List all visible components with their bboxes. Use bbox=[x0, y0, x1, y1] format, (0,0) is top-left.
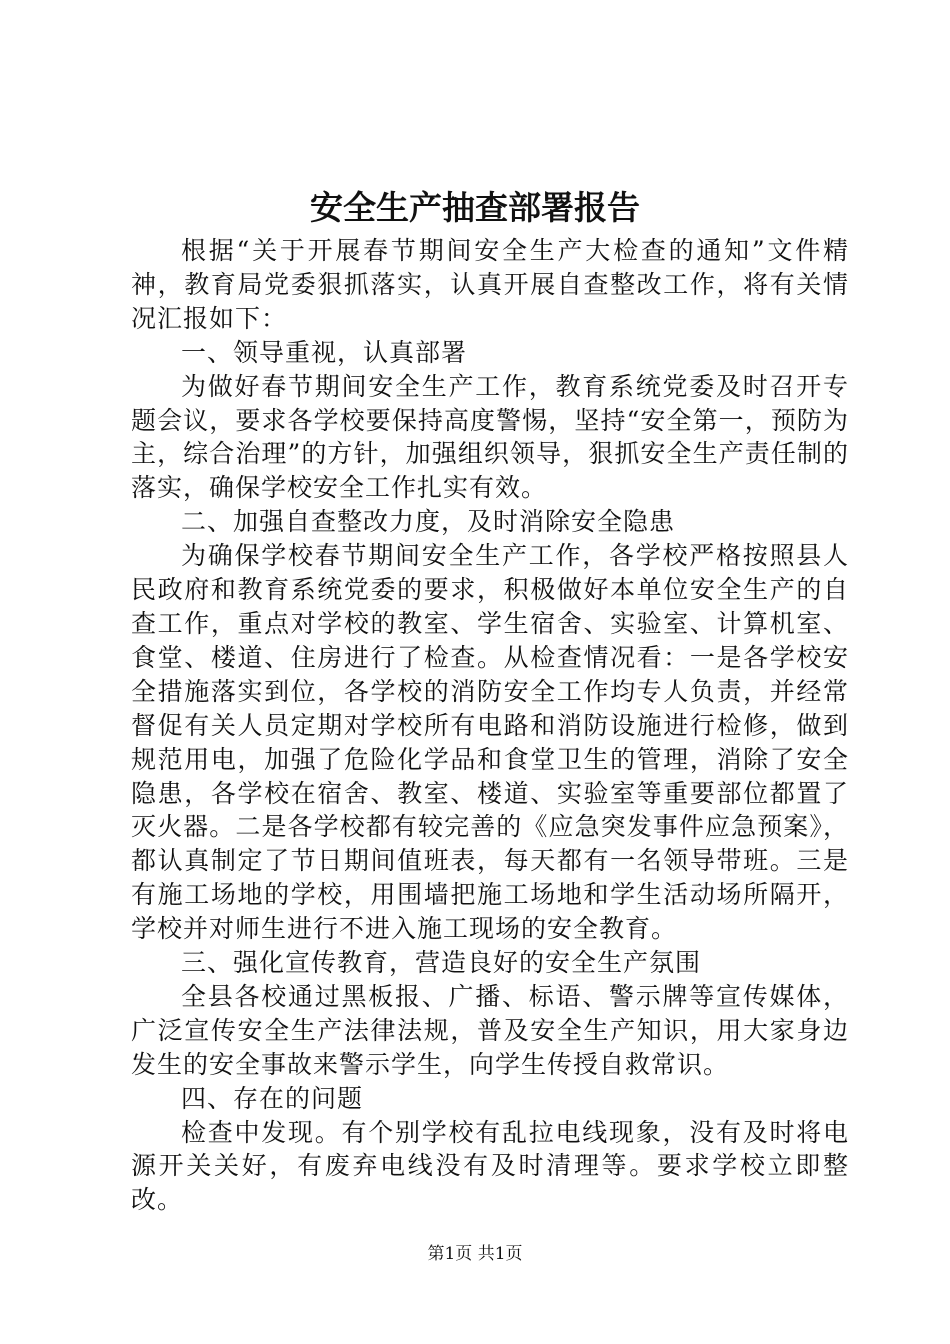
section-paragraph-2: 为确保学校春节期间安全生产工作，各学校严格按照县人民政府和教育系统党委的要求，积极做好本单位安全生产的自查工作，重点对学校的教室、学生宿舍、实验室、计算机室、食堂、楼道、住房进行了检查。从检查情况看：一是各学校安全措施落实到位，各学校的消防安全工作均专人负责，并经常督促有关人员定期对学校所有电路和消防设施进行检修，做到规范用电，加强了危险化学品和食堂卫生的管理，消除了安全隐患，各学校在宿舍、教室、楼道、实验室等重要部位都置了灭火器。二是各学校都有较完善的《应急突发事件应急预案》，都认真制定了节日期间值班表，每天都有一名领导带班。三是有施工场地的学校，用围墙把施工场地和学生活动场所隔开，学校并对师生进行不进入施工现场的安全教育。 bbox=[131, 541, 849, 944]
document-title: 安全生产抽查部署报告 bbox=[310, 188, 640, 227]
section-paragraph-1: 为做好春节期间安全生产工作，教育系统党委及时召开专题会议，要求各学校要保持高度警惕，坚持“安全第一，预防为主，综合治理”的方针，加强组织领导，狠抓安全生产责任制的落实，确保学校安全工作扎实有效。 bbox=[131, 371, 849, 503]
document-body bbox=[131, 234, 849, 1217]
section-heading-1: 一、领导重视，认真部署 bbox=[181, 337, 468, 367]
section-paragraph-3: 全县各校通过黑板报、广播、标语、警示牌等宣传媒体，广泛宣传安全生产法律法规，普及安全生产知识，用大家身边发生的安全事故来警示学生，向学生传授自救常识。 bbox=[131, 981, 849, 1079]
section-paragraph-4: 检查中发现。有个别学校有乱拉电线现象，没有及时将电源开关关好，有废弃电线没有及时清理等。要求学校立即整改。 bbox=[131, 1117, 849, 1215]
section-heading-3: 三、强化宣传教育，营造良好的安全生产氛围 bbox=[181, 948, 702, 978]
intro-paragraph: 根据“关于开展春节期间安全生产大检查的通知”文件精神，教育局党委狠抓落实，认真开展自查整改工作，将有关情况汇报如下： bbox=[131, 236, 849, 333]
section-heading-4: 四、存在的问题 bbox=[181, 1083, 364, 1113]
section-heading-2: 二、加强自查整改力度，及时消除安全隐患 bbox=[181, 507, 676, 537]
page-footer: 第1页 共1页 bbox=[427, 1244, 523, 1264]
